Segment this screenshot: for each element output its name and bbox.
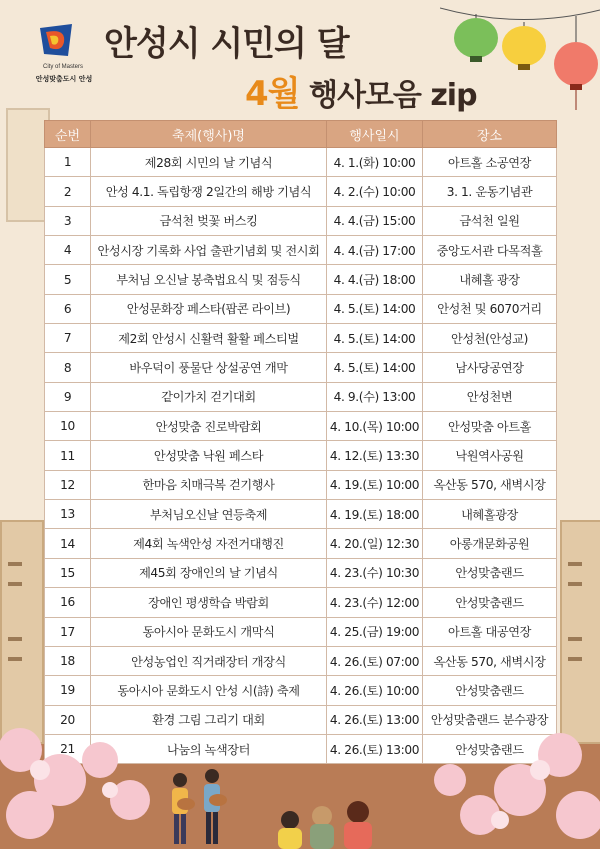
cell-datetime: 4. 5.(토) 14:00 — [327, 353, 423, 382]
cell-event-name: 환경 그림 그리기 대회 — [91, 705, 327, 734]
cell-venue: 안성맞춤랜드 — [423, 558, 557, 587]
cell-number: 20 — [45, 705, 91, 734]
cell-datetime: 4. 5.(토) 14:00 — [327, 294, 423, 323]
cell-number: 4 — [45, 236, 91, 265]
cell-number: 14 — [45, 529, 91, 558]
cell-venue: 안성맞춤 아트홀 — [423, 412, 557, 441]
cell-event-name: 안성맞춤 진로박람회 — [91, 412, 327, 441]
table-row — [45, 294, 557, 323]
cell-venue: 안성맞춤랜드 분수광장 — [423, 705, 557, 734]
cell-datetime: 4. 1.(화) 10:00 — [327, 148, 423, 177]
cell-datetime: 4. 23.(수) 12:00 — [327, 588, 423, 617]
table-row — [45, 353, 557, 382]
logo-korean-text: 안성맞춤도시 안성 — [35, 75, 93, 83]
cell-event-name: 바우덕이 풍물단 상설공연 개막 — [91, 353, 327, 382]
cell-venue: 중앙도서관 다목적홀 — [423, 236, 557, 265]
table-row — [45, 617, 557, 646]
cell-number: 10 — [45, 412, 91, 441]
cell-event-name: 제4회 녹색안성 자전거대행진 — [91, 529, 327, 558]
cell-venue: 안성천변 — [423, 382, 557, 411]
cell-datetime: 4. 26.(토) 10:00 — [327, 676, 423, 705]
table-row — [45, 412, 557, 441]
cell-venue: 낙원역사공원 — [423, 441, 557, 470]
cell-venue: 금석천 일원 — [423, 206, 557, 235]
audience-icon — [278, 801, 372, 849]
cell-venue: 안성천(안성교) — [423, 324, 557, 353]
cell-event-name: 안성시장 기록화 사업 출판기념회 및 전시회 — [91, 236, 327, 265]
lanterns-decoration — [440, 0, 600, 120]
title-suffix: 행사모음 zip — [308, 78, 477, 113]
cell-datetime: 4. 26.(토) 13:00 — [327, 705, 423, 734]
table-row — [45, 676, 557, 705]
cell-number: 16 — [45, 588, 91, 617]
cell-event-name: 같이가치 걷기대회 — [91, 382, 327, 411]
cell-datetime: 4. 23.(수) 10:30 — [327, 558, 423, 587]
table-row — [45, 558, 557, 587]
cell-number: 13 — [45, 500, 91, 529]
cell-number: 7 — [45, 324, 91, 353]
cell-datetime: 4. 19.(토) 18:00 — [327, 500, 423, 529]
cell-event-name: 한마음 치매극복 걷기행사 — [91, 470, 327, 499]
cell-event-name: 안성농업인 직거래장터 개장식 — [91, 646, 327, 675]
cell-event-name: 부처님오신날 연등축제 — [91, 500, 327, 529]
red-lantern-icon — [554, 42, 598, 86]
cell-event-name: 장애인 평생학습 박람회 — [91, 588, 327, 617]
table-row — [45, 382, 557, 411]
cell-number: 8 — [45, 353, 91, 382]
table-row — [45, 265, 557, 294]
logo-english-text: City of Masters — [42, 64, 83, 70]
city-logo — [28, 20, 93, 92]
month-accent: 4월 — [245, 74, 300, 114]
green-lantern-icon — [454, 18, 498, 58]
cell-number: 18 — [45, 646, 91, 675]
table-row — [45, 588, 557, 617]
cell-number: 5 — [45, 265, 91, 294]
cell-datetime: 4. 9.(수) 13:00 — [327, 382, 423, 411]
cell-venue: 옥산동 570, 새벽시장 — [423, 470, 557, 499]
table-row — [45, 148, 557, 177]
table-row — [45, 500, 557, 529]
table-header-row — [45, 121, 557, 148]
table-row — [45, 324, 557, 353]
yellow-lantern-icon — [502, 26, 546, 66]
cell-venue: 안성맞춤랜드 — [423, 588, 557, 617]
table-row — [45, 206, 557, 235]
header-event-name: 축제(행사)명 — [91, 121, 327, 148]
cell-event-name: 제28회 시민의 날 기념식 — [91, 148, 327, 177]
cell-venue: 아롱개문화공원 — [423, 529, 557, 558]
anseong-logo-icon — [36, 20, 76, 60]
cell-event-name: 동아시아 문화도시 안성 시(詩) 축제 — [91, 676, 327, 705]
header-datetime: 행사일시 — [327, 121, 423, 148]
cell-event-name: 금석천 벚꽃 버스킹 — [91, 206, 327, 235]
cell-datetime: 4. 26.(토) 13:00 — [327, 734, 423, 763]
cell-datetime: 4. 10.(목) 10:00 — [327, 412, 423, 441]
cell-number: 19 — [45, 676, 91, 705]
locker-left — [0, 520, 44, 744]
cell-datetime: 4. 4.(금) 18:00 — [327, 265, 423, 294]
cell-datetime: 4. 4.(금) 17:00 — [327, 236, 423, 265]
header-number: 순번 — [45, 121, 91, 148]
cell-venue: 아트홀 소공연장 — [423, 148, 557, 177]
table-row — [45, 529, 557, 558]
cell-datetime: 4. 19.(토) 10:00 — [327, 470, 423, 499]
cell-datetime: 4. 2.(수) 10:00 — [327, 177, 423, 206]
cell-datetime: 4. 4.(금) 15:00 — [327, 206, 423, 235]
cell-event-name: 안성문화장 페스타(팝콘 라이브) — [91, 294, 327, 323]
header-venue: 장소 — [423, 121, 557, 148]
event-schedule-table — [44, 120, 557, 764]
cell-event-name: 안성 4.1. 독립항쟁 2일간의 해방 기념식 — [91, 177, 327, 206]
cell-number: 21 — [45, 734, 91, 763]
cell-datetime: 4. 20.(일) 12:30 — [327, 529, 423, 558]
cell-venue: 내혜홀광장 — [423, 500, 557, 529]
cell-number: 2 — [45, 177, 91, 206]
cell-event-name: 동아시아 문화도시 개막식 — [91, 617, 327, 646]
table-row — [45, 236, 557, 265]
cell-datetime: 4. 26.(토) 07:00 — [327, 646, 423, 675]
cell-venue: 안성천 및 6070거리 — [423, 294, 557, 323]
blossom-scene-decoration — [0, 720, 600, 849]
table-row — [45, 177, 557, 206]
cell-datetime: 4. 5.(토) 14:00 — [327, 324, 423, 353]
cell-number: 12 — [45, 470, 91, 499]
cell-event-name: 부처님 오신날 봉축법요식 및 점등식 — [91, 265, 327, 294]
cell-number: 1 — [45, 148, 91, 177]
cell-number: 15 — [45, 558, 91, 587]
cell-venue: 안성맞춤랜드 — [423, 734, 557, 763]
table-row — [45, 470, 557, 499]
cell-venue: 옥산동 570, 새벽시장 — [423, 646, 557, 675]
cell-venue: 남사당공연장 — [423, 353, 557, 382]
cell-venue: 3. 1. 운동기념관 — [423, 177, 557, 206]
cherry-blossom-icon — [0, 728, 600, 839]
cell-number: 6 — [45, 294, 91, 323]
cell-venue: 아트홀 대공연장 — [423, 617, 557, 646]
cell-number: 3 — [45, 206, 91, 235]
cell-event-name: 제2회 안성시 신활력 활활 페스티벌 — [91, 324, 327, 353]
table-row — [45, 646, 557, 675]
page-title-line1: 안성시 시민의 달 — [104, 24, 349, 64]
cell-datetime: 4. 25.(금) 19:00 — [327, 617, 423, 646]
cell-venue: 안성맞춤랜드 — [423, 676, 557, 705]
cell-event-name: 제45회 장애인의 날 기념식 — [91, 558, 327, 587]
cell-event-name: 나눔의 녹색장터 — [91, 734, 327, 763]
cell-venue: 내혜홀 광장 — [423, 265, 557, 294]
performers-icon — [172, 769, 227, 844]
cell-event-name: 안성맞춤 낙원 페스타 — [91, 441, 327, 470]
cell-number: 17 — [45, 617, 91, 646]
cell-datetime: 4. 12.(토) 13:30 — [327, 441, 423, 470]
cell-number: 11 — [45, 441, 91, 470]
table-row — [45, 441, 557, 470]
locker-right — [560, 520, 600, 744]
cell-number: 9 — [45, 382, 91, 411]
